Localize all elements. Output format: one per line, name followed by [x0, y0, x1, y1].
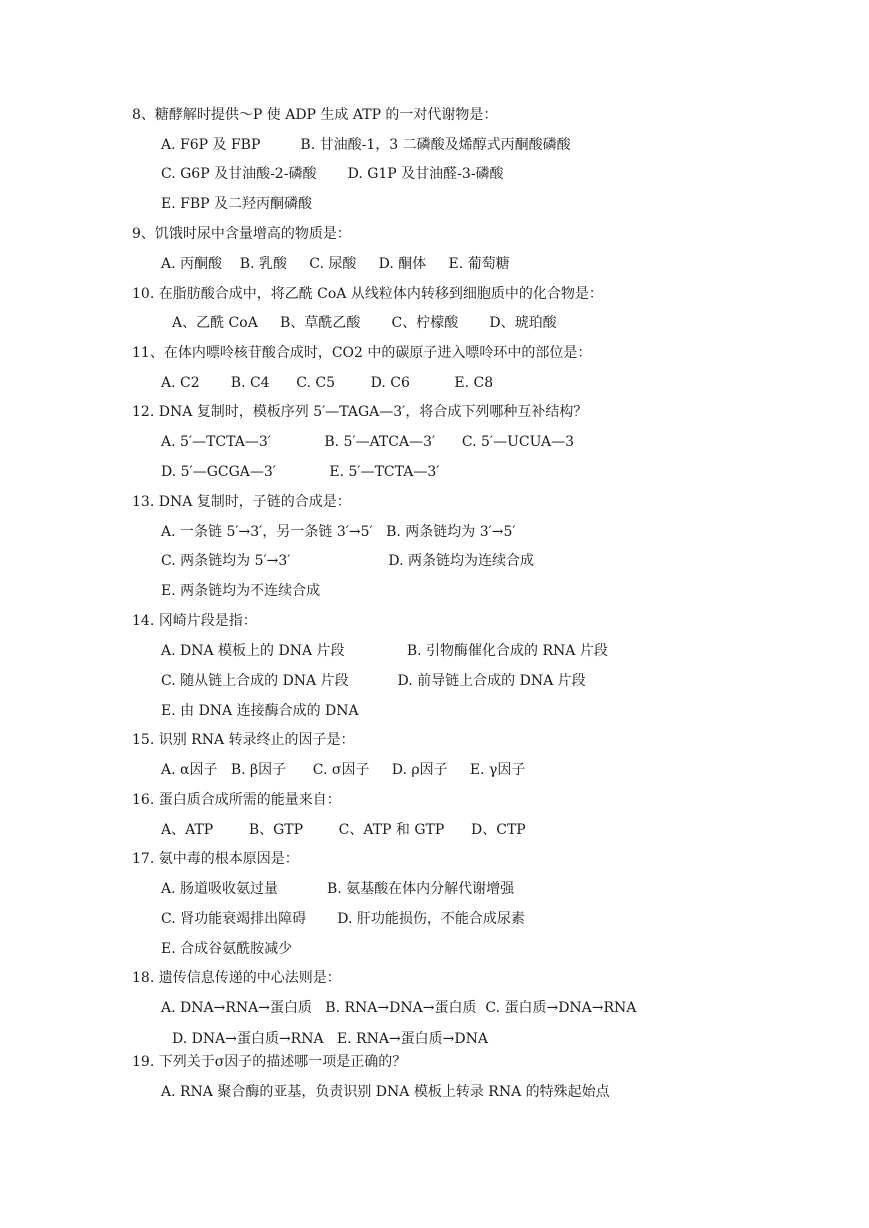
question-8-options-3: E. FBP 及二羟丙酮磷酸: [161, 196, 312, 212]
question-12-options-1: A. 5′—TCTA—3′ B. 5′—ATCA—3′ C. 5′—UCUA—3: [161, 434, 574, 450]
question-9-stem: 9、饥饿时尿中含量增高的物质是：: [132, 226, 351, 242]
question-10-stem: 10. 在脂肪酸合成中，将乙酰 CoA 从线粒体内转移到细胞质中的化合物是：: [132, 286, 603, 302]
question-13-options-1: A. 一条链 5′→3′，另一条链 3′→5′ B. 两条链均为 3′→5′: [161, 524, 516, 540]
question-8-options-2: C. G6P 及甘油酸-2-磷酸 D. G1P 及甘油醛-3-磷酸: [161, 166, 504, 182]
question-12-stem: 12. DNA 复制时，模板序列 5′—TAGA—3′，将合成下列哪种互补结构？: [132, 404, 588, 420]
question-18-options-1: A. DNA→RNA→蛋白质 B. RNA→DNA→蛋白质 C. 蛋白质→DNA→RNA: [161, 1000, 637, 1016]
question-14-options-3: E. 由 DNA 连接酶合成的 DNA: [161, 703, 359, 719]
question-16-options-1: A、ATP B、GTP C、ATP 和 GTP D、CTP: [161, 822, 526, 838]
question-17-options-2: C. 肾功能衰竭排出障碍 D. 肝功能损伤，不能合成尿素: [161, 911, 525, 927]
question-15-options-1: A. α因子 B. β因子 C. σ因子 D. ρ因子 E. γ因子: [161, 762, 526, 778]
question-12-options-2: D. 5′—GCGA—3′ E. 5′—TCTA—3′: [161, 464, 440, 480]
question-14-stem: 14. 冈崎片段是指：: [132, 613, 257, 629]
question-13-options-3: E. 两条链均为不连续合成: [161, 583, 321, 599]
question-13-stem: 13. DNA 复制时，子链的合成是：: [132, 494, 351, 510]
question-8-options-1: A. F6P 及 FBP B. 甘油酸-1，3 二磷酸及烯醇式丙酮酸磷酸: [161, 137, 571, 153]
question-18-stem: 18. 遗传信息传递的中心法则是：: [132, 970, 341, 986]
question-10-options-1: A、乙酰 CoA B、草酰乙酸 C、柠檬酸 D、琥珀酸: [172, 315, 557, 331]
question-17-stem: 17. 氨中毒的根本原因是：: [132, 851, 299, 867]
question-11-stem: 11、在体内嘌呤核苷酸合成时，CO2 中的碳原子进入嘌呤环中的部位是：: [132, 345, 592, 361]
question-8-stem: 8、糖酵解时提供～P 使 ADP 生成 ATP 的一对代谢物是：: [132, 107, 498, 123]
question-16-stem: 16. 蛋白质合成所需的能量来自：: [132, 792, 341, 808]
question-15-stem: 15. 识别 RNA 转录终止的因子是：: [132, 732, 355, 748]
question-17-options-3: E. 合成谷氨酰胺减少: [161, 941, 293, 957]
question-18-options-2: D. DNA→蛋白质→RNA E. RNA→蛋白质→DNA: [172, 1031, 488, 1047]
question-19-options-1: A. RNA 聚合酶的亚基，负责识别 DNA 模板上转录 RNA 的特殊起始点: [161, 1084, 610, 1100]
question-11-options-1: A. C2 B. C4 C. C5 D. C6 E. C8: [161, 375, 494, 391]
question-9-options-1: A. 丙酮酸 B. 乳酸 C. 尿酸 D. 酮体 E. 葡萄糖: [161, 256, 510, 272]
question-19-stem: 19. 下列关于σ因子的描述哪一项是正确的？: [132, 1054, 407, 1070]
question-14-options-1: A. DNA 模板上的 DNA 片段 B. 引物酶催化合成的 RNA 片段: [161, 643, 608, 659]
question-17-options-1: A. 肠道吸收氨过量 B. 氨基酸在体内分解代谢增强: [161, 881, 515, 897]
question-13-options-2: C. 两条链均为 5′→3′ D. 两条链均为连续合成: [161, 553, 534, 569]
question-14-options-2: C. 随从链上合成的 DNA 片段 D. 前导链上合成的 DNA 片段: [161, 673, 586, 689]
